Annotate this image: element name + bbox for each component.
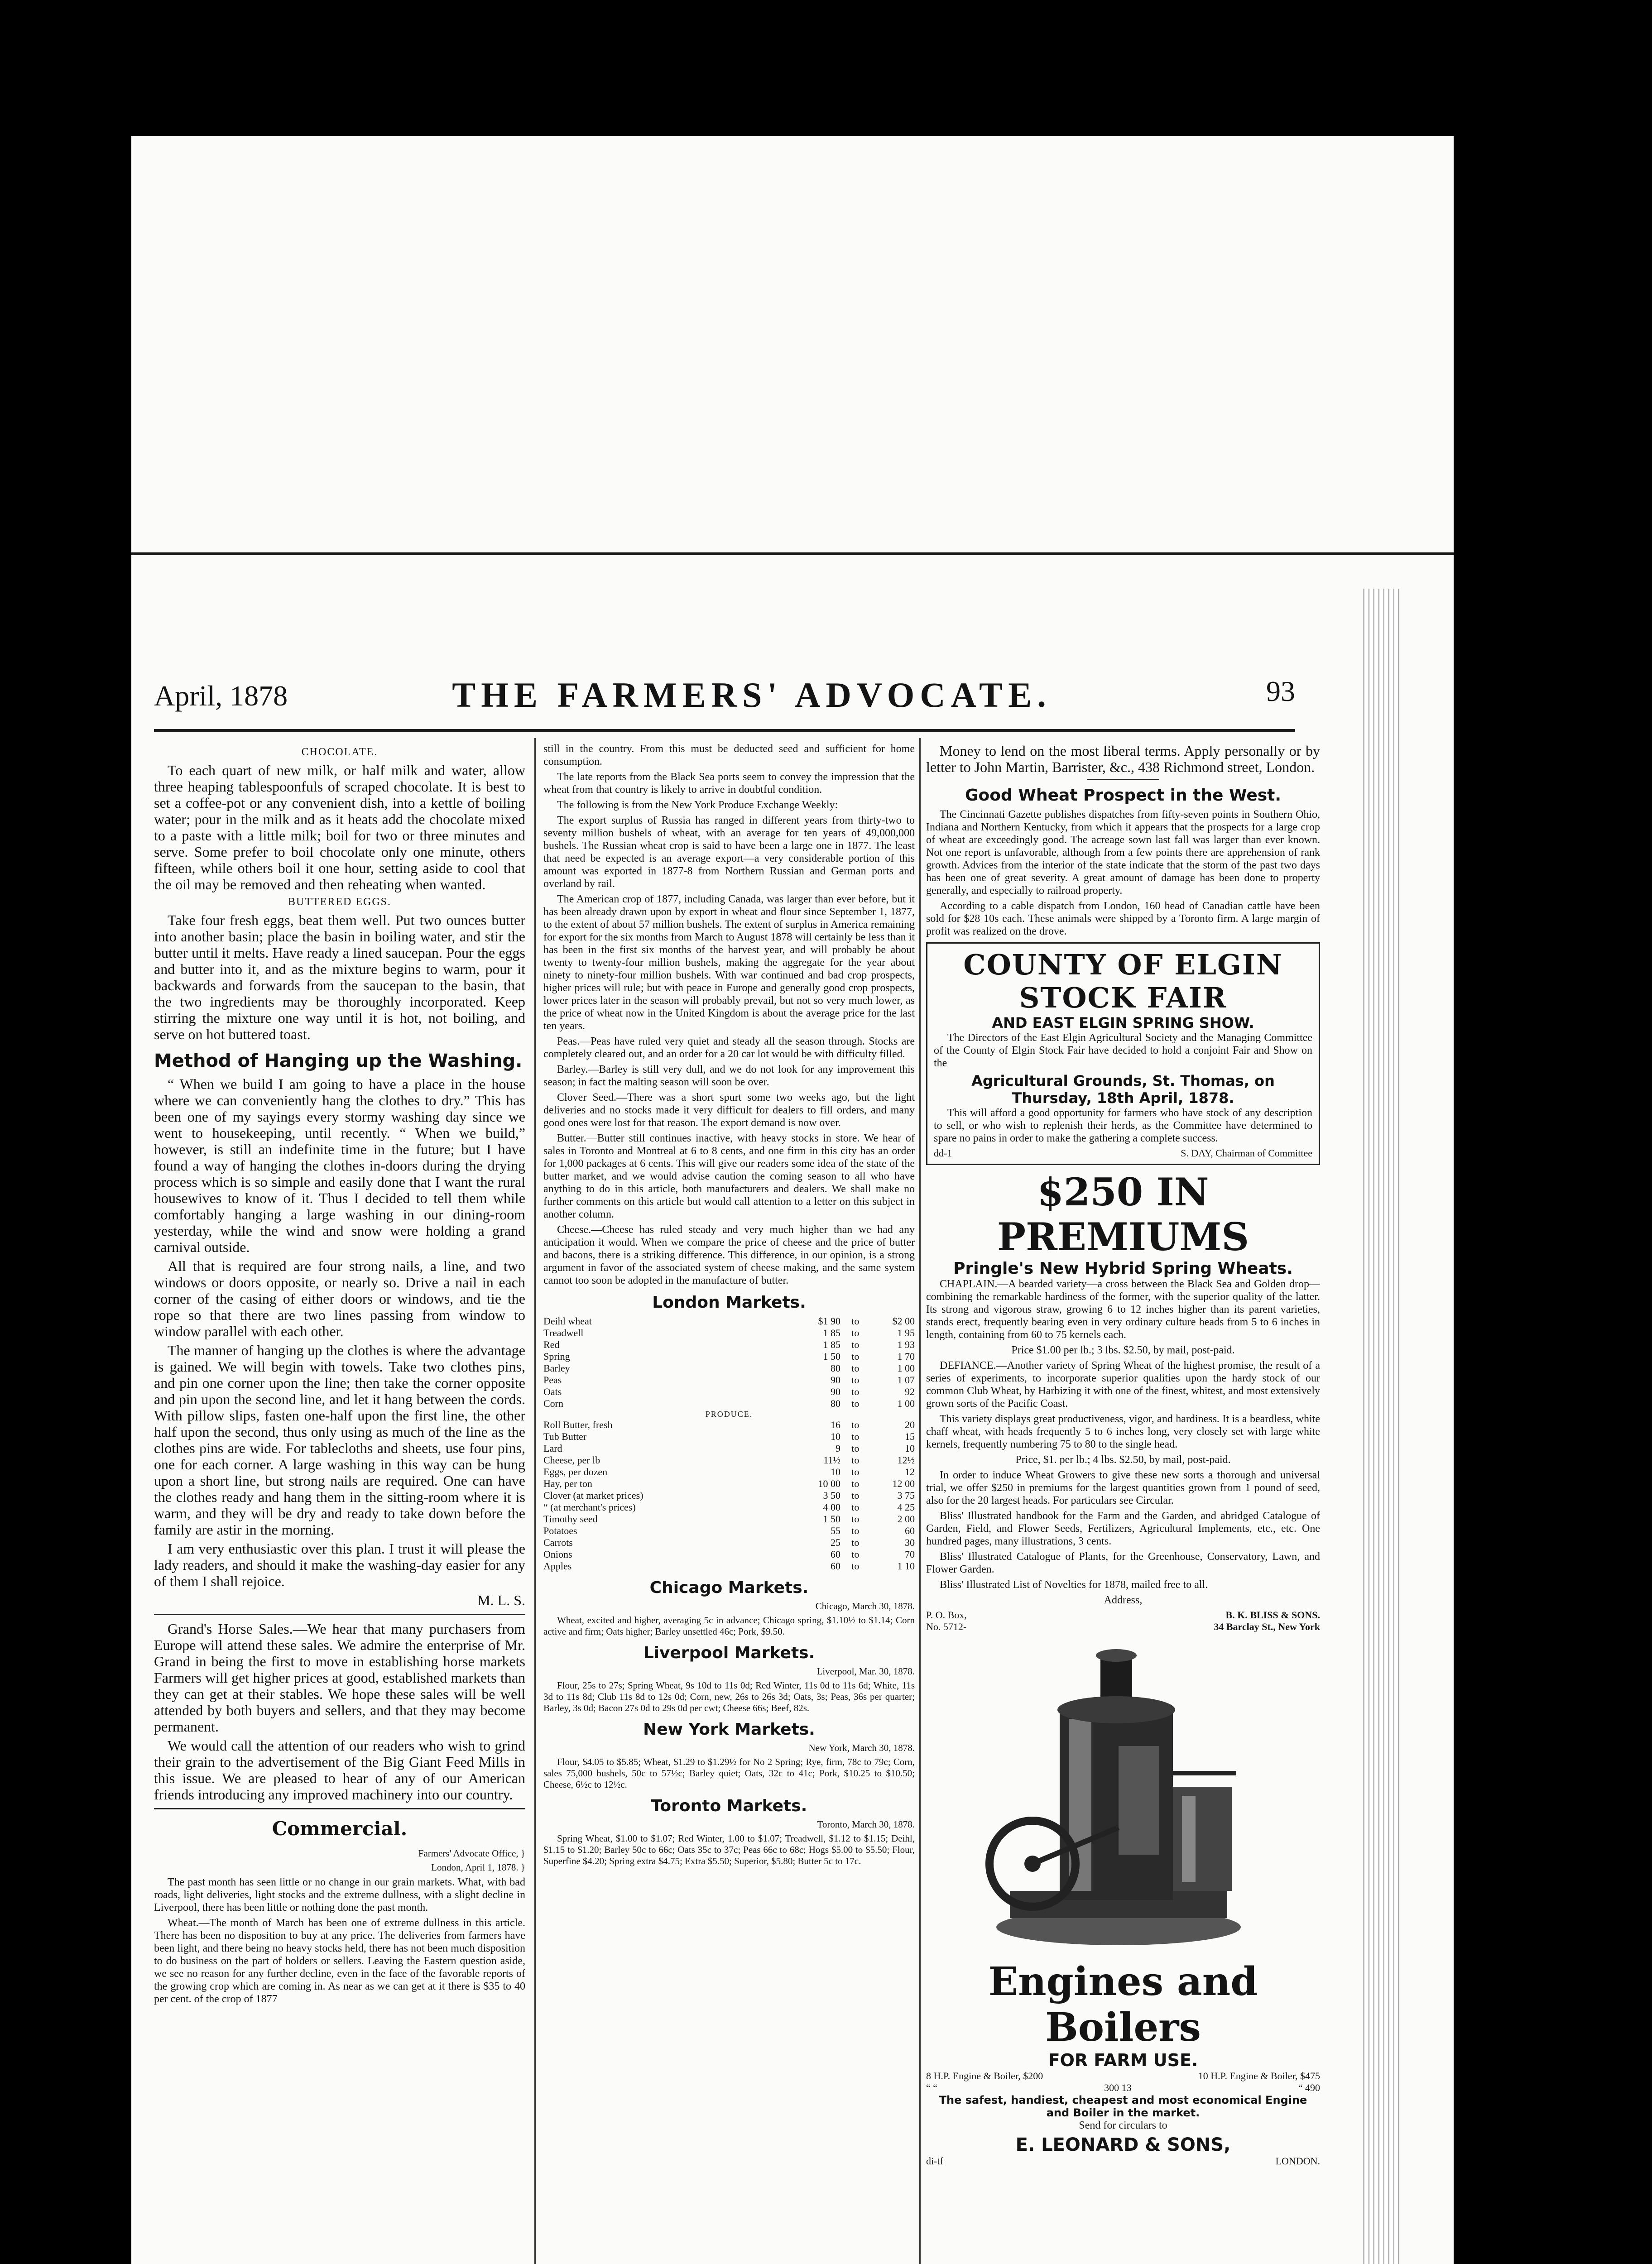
london-grain-row	[543, 1398, 915, 1410]
london-produce-row	[543, 1454, 915, 1466]
elgin-fair-signature: S. DAY, Chairman of Committee	[1181, 1147, 1312, 1159]
london-produce-row	[543, 1537, 915, 1549]
market-paragraph: The following is from the New York Produce Exchange Weekly:	[557, 799, 838, 811]
washing-paragraph: I am very enthusiastic over this plan. I trust it will please the lady readers, and should it make the washing-day easier for any of them I shall rejoice.	[154, 1540, 525, 1589]
column-3	[926, 743, 1320, 2264]
column-rule-2	[919, 738, 921, 2264]
elgin-fair-footer	[934, 1147, 1312, 1159]
price-to: to	[851, 1419, 860, 1430]
price-high: 12½	[897, 1454, 915, 1466]
market-item: Cheese, per lb	[543, 1454, 600, 1466]
steam-boiler-engraving	[983, 1637, 1263, 1954]
premiums-text: Bliss' Illustrated Catalogue of Plants, for the Greenhouse, Conservatory, Lawn, and Flower Garden.	[926, 1551, 1320, 1575]
cattle-sale-text: According to a cable dispatch from London, 160 head of Canadian cattle have been sold for $28 10s each. These animals were shipped by a Toronto firm. A large margin of profit was realized on the drove.	[926, 900, 1320, 937]
market-paragraph: The export surplus of Russia has ranged in different years from thirty-two to seventy million bushels of wheat, with an average for ten years of 49,000,000 bushels. The Russian wheat crop is said to have been a large one in 1877. The least that need be expected is an average export—a very considerable portion of this amount was exported in 1877-8 from Northern Russian and German ports and overland by rail.	[543, 815, 915, 890]
price-high: 3 75	[897, 1490, 915, 1501]
price-to: to	[851, 1351, 860, 1362]
engines-note: The safest, handiest, cheapest and most economical Engine and Boiler in the market.	[939, 2094, 1307, 2119]
market-item: Onions	[543, 1549, 572, 1560]
premiums-firm: B. K. BLISS & SONS.	[1225, 1609, 1320, 1621]
column-rule-1	[534, 738, 536, 2264]
defiance-price: Price, $1. per lb.; 4 lbs. $2.50, by mail, post-paid.	[1015, 1454, 1231, 1466]
market-item: Red	[543, 1339, 560, 1350]
price-to: to	[851, 1478, 860, 1489]
london-produce-row	[543, 1501, 915, 1513]
market-item: Timothy seed	[543, 1513, 598, 1525]
price-low: 16	[831, 1419, 840, 1430]
price-low: 1 85	[823, 1339, 840, 1350]
price-to: to	[851, 1386, 860, 1397]
chicago-text: Wheat, excited and higher, averaging 5c in advance; Chicago spring, $1.10½ to $1.14; Corn active and firm; Oats higher; Barley unsettled 46c; Pork, $9.50.	[543, 1615, 915, 1637]
newyork-markets-heading: New York Markets.	[643, 1720, 815, 1739]
engines-send-text: Send for circulars to	[1079, 2120, 1167, 2131]
chocolate-text: To each quart of new milk, or half milk and water, allow three heaping tablespoonfuls of scraped chocolate. It is best to set a coffee-pot or any convenient dish, into a kettle of boiling water; pour in the milk and as it heats add the chocolate mixed to a paste with a little milk; boil for two or three minutes and serve. Some prefer to boil chocolate only one minute, others fifteen, while others boil it one hour, setting aside to cool that the oil may be removed and then reheating when wanted.	[154, 762, 525, 892]
washing-heading: Method of Hanging up the Washing.	[154, 1050, 523, 1071]
london-grain-row	[543, 1339, 915, 1351]
premiums-title: $250 IN PREMIUMS	[997, 1170, 1249, 1259]
market-item: Oats	[543, 1386, 562, 1397]
premiums-box-number: No. 5712-	[926, 1621, 967, 1632]
market-item: “ (at merchant's prices)	[543, 1501, 636, 1513]
london-grain-row	[543, 1386, 915, 1398]
price-to: to	[851, 1560, 860, 1572]
london-grain-row	[543, 1315, 915, 1327]
engine-price-left: “ “	[926, 2082, 938, 2093]
market-paragraph: The late reports from the Black Sea ports seem to convey the impression that the wheat from that country is likely to arrive in doubtful condition.	[543, 771, 915, 796]
toronto-date: Toronto, March 30, 1878.	[817, 1819, 915, 1830]
elgin-stock-fair-ad	[926, 942, 1320, 1165]
price-low: 25	[831, 1537, 840, 1548]
market-item: Tub Butter	[543, 1431, 587, 1442]
washing-paragraph: All that is required are four strong nails, a line, and two windows or doors opposite, or nearly so. Drive a nail in each corner of the casing of either doors or windows, and tie the rope so that there are two lines passing from window to window parallel with each other.	[154, 1258, 525, 1339]
grand-horse-sales: Grand's Horse Sales.—We hear that many purchasers from Europe will attend these sales. We admire the enterprise of Mr. Grand in being the first to move in establishing horse markets Farmers will get higher prices at good, established markets than they can get at their stables. We hope these sales will be well attended by both buyers and sellers, and that they may become permanent.	[154, 1621, 525, 1735]
price-high: $2 00	[892, 1315, 915, 1327]
elgin-fair-text: This will afford a good opportunity for farmers who have stock of any description to sell, or who wish to replenish their herds, as the Committee have determined to spare no pains in order to make the gathering a complete success.	[934, 1107, 1312, 1144]
eggs-text: Take four fresh eggs, beat them well. Put two ounces butter into another basin; place the basin in boiling water, and stir the butter until it melts. Have ready a lined saucepan. Pour the eggs and butter into it, and as the mixture begins to warm, pour it backwards and forwards from the saucepan to the basin, that the two ingredients may be thoroughly incorporated. Keep stirring the mixture one way until it is hot, not boiling, and serve on hot buttered toast.	[154, 912, 525, 1042]
binding-spine	[1363, 589, 1399, 2264]
commercial-paragraph: Wheat.—The month of March has been one of extreme dullness in this article. There has been no disposition to buy at any price. The deliveries from farmers have been light, and there being no heavy stocks held, there has not been much disposition to do business on the part of holders or sellers. Leaving the Eastern question aside, we see no reason for any further decline, even in the face of the favorable reports of the growing crop which are coming in. As near as we can get at it there is $35 to 40 per cent. of the crop of 1877	[154, 1917, 525, 2005]
scan-border-left	[0, 0, 131, 2264]
london-produce-row	[543, 1431, 915, 1443]
page-number: 93	[1266, 675, 1295, 707]
chicago-markets-heading: Chicago Markets.	[649, 1578, 809, 1597]
premiums-text: In order to induce Wheat Growers to give these new sorts a thorough and universal trial, we offer $250 in premiums for the largest quantities grown from 1 pound of seed, also for the 20 largest heads. For particulars see Circular.	[926, 1469, 1320, 1506]
price-high: 1 93	[897, 1339, 915, 1350]
premiums-address-label: Address,	[1104, 1594, 1143, 1606]
liverpool-markets-heading: Liverpool Markets.	[643, 1644, 815, 1662]
market-item: Spring	[543, 1351, 570, 1362]
issue-date: April, 1878	[154, 680, 288, 712]
column-1	[154, 743, 525, 2264]
london-produce-row	[543, 1560, 915, 1572]
london-grain-row	[543, 1327, 915, 1339]
scan-border-top	[0, 0, 1652, 136]
premiums-address-row	[926, 1609, 1320, 1621]
price-high: 2 00	[897, 1513, 915, 1525]
london-produce-row	[543, 1549, 915, 1560]
produce-subheading: PRODUCE.	[705, 1410, 753, 1419]
header-rule	[154, 729, 1295, 732]
section-rule	[154, 1614, 525, 1615]
london-produce-table	[543, 1419, 915, 1572]
price-high: 10	[905, 1443, 915, 1454]
premiums-text: Bliss' Illustrated handbook for the Farm and the Garden, and abridged Catalogue of Garden, Field, and Flower Seeds, Fertilizers, Agricultural Implements, etc., etc. One hundred pages, many illustrations, 3 cents.	[926, 1510, 1320, 1547]
market-item: Potatoes	[543, 1525, 577, 1536]
engines-code: di-tf	[926, 2155, 943, 2167]
price-low: 1 50	[823, 1513, 840, 1525]
premiums-ad	[926, 1170, 1320, 1633]
eggs-heading: BUTTERED EGGS.	[288, 896, 391, 908]
market-item: Peas	[543, 1374, 562, 1386]
elgin-fair-location: Agricultural Grounds, St. Thomas, on Thursday, 18th April, 1878.	[971, 1072, 1275, 1107]
london-markets-heading: London Markets.	[652, 1293, 806, 1312]
page-fold-line	[131, 552, 1454, 555]
defiance-wheat-text: This variety displays great productiveness, vigor, and hardiness. It is a beardless, white chaff wheat, with heads frequently 5 to 6 inches long, very closely set with large white kernels, frequently numbering 75 to 80 to the single head.	[926, 1413, 1320, 1450]
price-low: 90	[831, 1374, 840, 1386]
price-to: to	[851, 1443, 860, 1454]
market-paragraph: Clover Seed.—There was a short spurt some two weeks ago, but the light deliveries and no stocks made it very difficult for dealers to fill orders, and many good ones were lost for that reason. The export demand is now over.	[543, 1092, 915, 1129]
market-item: Clover (at market prices)	[543, 1490, 644, 1501]
market-paragraph: still in the country. From this must be deducted seed and sufficient for home consumption.	[543, 743, 915, 767]
price-high: 1 07	[897, 1374, 915, 1386]
washing-paragraph: The manner of hanging up the clothes is where the advantage is gained. We will begin with towels. Take two clothes pins, and pin one corner upon the line; then take the corner opposite and pin upon the second line, and let it hang between the cords. With pillow slips, fasten one-half upon the first line, the other half upon the second, thus only using as much of the line as the clothes pins are wide. For tablecloths and sheets, use four pins, one for each corner. A large washing in this way can be hung upon a short line, but strong nails are required. One can have the clothes ready and hang them in the sitting-room where it is warm, and they will be dry and ready to take down before the family are astir in the morning.	[154, 1342, 525, 1538]
price-high: 92	[905, 1386, 915, 1397]
masthead-title: THE FARMERS' ADVOCATE.	[452, 675, 1052, 715]
london-grain-row	[543, 1374, 915, 1386]
market-paragraph: Barley.—Barley is still very dull, and we do not look for any improvement this season; in fact the malting season will soon be over.	[543, 1064, 915, 1088]
market-paragraph: Peas.—Peas have ruled very quiet and steady all the season through. Stocks are completely cleared out, and an order for a 20 car lot would be with difficulty filled.	[543, 1036, 915, 1060]
market-paragraph: Cheese.—Cheese has ruled steady and very much higher than we had any anticipation it would. When we compare the price of cheese and the price of butter and bacons, there is a striking difference. This difference, in our opinion, is a strong argument in favor of the associated system of cheese making, and the same system cannot too soon be adopted in the manufacture of butter.	[543, 1224, 915, 1286]
price-to: to	[851, 1362, 860, 1374]
premiums-address-row	[926, 1621, 1320, 1633]
price-high: 1 10	[897, 1560, 915, 1572]
market-item: Hay, per ton	[543, 1478, 592, 1489]
elgin-fair-subtitle: AND EAST ELGIN SPRING SHOW.	[992, 1014, 1254, 1031]
market-item: Corn	[543, 1398, 563, 1409]
chocolate-heading: CHOCOLATE.	[301, 746, 378, 758]
price-low: 10	[831, 1466, 840, 1477]
toronto-text: Spring Wheat, $1.00 to $1.07; Red Winter, 1.00 to $1.07; Treadwell, $1.12 to $1.15; Deihl, $1.15 to $1.20; Barley 50c to 66c; Oats 35c to 37c; Peas 66c to 68c; Hogs $5.00 to $5.50; Flour, Superfine $4.20; Spring extra $4.75; Extra $5.50; Superior, $5.80; Butter 5c to 17c.	[543, 1833, 915, 1866]
london-produce-row	[543, 1513, 915, 1525]
premiums-text: Bliss' Illustrated List of Novelties for 1878, mailed free to all.	[940, 1579, 1208, 1591]
price-to: to	[851, 1454, 860, 1466]
price-high: 1 00	[897, 1398, 915, 1409]
section-rule	[154, 1808, 525, 1809]
scan-border-right	[1454, 0, 1652, 2264]
london-produce-row	[543, 1490, 915, 1501]
commercial-office: Farmers' Advocate Office, }	[418, 1848, 525, 1859]
price-low: 9	[836, 1443, 840, 1454]
price-low: 3 50	[823, 1490, 840, 1501]
price-low: 60	[831, 1560, 840, 1572]
engine-price-row	[926, 2082, 1320, 2094]
liverpool-date: Liverpool, Mar. 30, 1878.	[816, 1666, 915, 1677]
price-high: 20	[905, 1419, 915, 1430]
wheat-prospect-text: The Cincinnati Gazette publishes dispatches from fifty-seven points in Southern Ohio, Indiana and Northern Kentucky, from which it appears that the prospects for a large crop of wheat are exceedingly good. The acreage sown last fall was larger than ever known. Not one report is unfavorable, although from a few points there are apprehension of rank growth. Advices from the interior of the state indicate that the storm of the past two days has been one of great severity. A great amount of damage has been done to property generally, and especially to railroad property.	[926, 809, 1320, 897]
price-low: $1 90	[818, 1315, 840, 1327]
price-low: 10	[831, 1431, 840, 1442]
engines-footer	[926, 2155, 1320, 2167]
washing-signature: M. L. S.	[477, 1592, 525, 1608]
price-to: to	[851, 1466, 860, 1477]
feed-mills-notice: We would call the attention of our readers who wish to grind their grain to the advertisement of the Big Giant Feed Mills in this issue. We are pleased to hear of any of our American friends introducing any improved machinery into our country.	[154, 1737, 525, 1803]
commercial-date: London, April 1, 1878. }	[431, 1862, 525, 1873]
price-low: 80	[831, 1398, 840, 1409]
market-paragraph: The American crop of 1877, including Canada, was larger than ever before, but it has been already drawn upon by export in wheat and flour since September 1, 1877, to the extent of about 57 million bushels. The extent of surplus in America remaining for export for the six months from March to August 1878 will certainly be less than it has been in the first six months of the harvest year, and will probably be about twenty to twenty-four million bushels, making the aggregate for the year about ninety to ninety-four million bushels. With war continued and bad crop prospects, higher prices will rule; but with peace in Europe and generally good crop prospects, lower prices later in the season will probably prevail, but not so very much lower, as the price of wheat now in the United Kingdom is about the average price for the last ten years.	[543, 893, 915, 1032]
engines-title: Engines and Boilers	[988, 1959, 1258, 2050]
engines-subtitle: FOR FARM USE.	[1048, 2050, 1198, 2070]
price-high: 1 00	[897, 1362, 915, 1374]
price-high: 60	[905, 1525, 915, 1536]
engines-city: LONDON.	[1275, 2155, 1320, 2167]
price-to: to	[851, 1374, 860, 1386]
defiance-wheat-text: DEFIANCE.—Another variety of Spring Wheat of the highest promise, the result of a series of experiments, to incorporate superior qualities upon the hardy stock of our common Club Wheat, by Harbizing it with one of the finest, whitest, and most extensively grown sorts of the Pacific Coast.	[926, 1360, 1320, 1410]
price-to: to	[851, 1537, 860, 1548]
price-to: to	[851, 1501, 860, 1513]
wheat-prospect-heading: Good Wheat Prospect in the West.	[965, 786, 1282, 805]
price-low: 1 85	[823, 1327, 840, 1338]
engine-price-middle: 300 13	[1104, 2082, 1132, 2093]
engine-price-left: 8 H.P. Engine & Boiler, $200	[926, 2070, 1043, 2082]
price-to: to	[851, 1315, 860, 1327]
market-item: Eggs, per dozen	[543, 1466, 608, 1477]
elgin-fair-text: The Directors of the East Elgin Agricultural Society and the Managing Committee of the County of Elgin Stock Fair have decided to hold a conjoint Fair and Show on the	[934, 1032, 1312, 1069]
engine-price-right: 10 H.P. Engine & Boiler, $475	[1198, 2070, 1320, 2082]
market-paragraph: Butter.—Butter still continues inactive, with heavy stocks in store. We hear of sales in Toronto and Montreal at 6 to 8 cents, and one firm in this city has an order for 1,000 packages at 6 cents. This will give our readers some idea of the state of the butter market, and we would advise caution the coming season to all who have anything to do in this article, both manufacturers and dealers. We shall make no further comments on this article but would call attention to a letter on this subject in another column.	[543, 1132, 915, 1220]
premiums-street: 34 Barclay St., New York	[1214, 1621, 1320, 1632]
market-item: Roll Butter, fresh	[543, 1419, 613, 1430]
london-grain-table	[543, 1315, 915, 1410]
price-low: 55	[831, 1525, 840, 1536]
market-item: Carrots	[543, 1537, 573, 1548]
premiums-subtitle: Pringle's New Hybrid Spring Wheats.	[953, 1259, 1293, 1278]
price-high: 1 95	[897, 1327, 915, 1338]
money-to-lend-ad: Money to lend on the most liberal terms. Apply personally or by letter to John Martin, Barrister, &c., 438 Richmond street, London.	[926, 743, 1320, 775]
price-low: 1 50	[823, 1351, 840, 1362]
price-high: 4 25	[897, 1501, 915, 1513]
price-high: 15	[905, 1431, 915, 1442]
london-produce-row	[543, 1525, 915, 1537]
price-high: 12 00	[892, 1478, 915, 1489]
premiums-pobox: P. O. Box,	[926, 1609, 967, 1621]
price-high: 70	[905, 1549, 915, 1560]
chaplain-price: Price $1.00 per lb.; 3 lbs. $2.50, by mail, post-paid.	[1011, 1344, 1235, 1356]
price-to: to	[851, 1431, 860, 1442]
price-low: 80	[831, 1362, 840, 1374]
market-item: Apples	[543, 1560, 572, 1572]
price-low: 11½	[823, 1454, 840, 1466]
price-to: to	[851, 1327, 860, 1338]
engines-firm: E. LEONARD & SONS,	[1015, 2134, 1231, 2155]
toronto-markets-heading: Toronto Markets.	[651, 1797, 807, 1815]
price-to: to	[851, 1398, 860, 1409]
price-to: to	[851, 1490, 860, 1501]
market-item: Treadwell	[543, 1327, 584, 1338]
elgin-fair-title: COUNTY OF ELGIN STOCK FAIR	[963, 948, 1283, 1014]
london-produce-row	[543, 1478, 915, 1490]
price-to: to	[851, 1525, 860, 1536]
page-header	[154, 670, 1340, 724]
column-2	[543, 743, 915, 2264]
price-low: 4 00	[823, 1501, 840, 1513]
chicago-date: Chicago, March 30, 1878.	[815, 1601, 915, 1612]
price-low: 10 00	[818, 1478, 840, 1489]
price-low: 60	[831, 1549, 840, 1560]
short-rule	[1087, 779, 1159, 780]
newyork-text: Flour, $4.05 to $5.85; Wheat, $1.29 to $1.29½ for No 2 Spring; Rye, firm, 78c to 79c; Corn, sales 75,000 bushels, 50c to 57½c; Barley quiet; Oats, 32c to 41c; Pork, $10.25 to $10.50; Cheese, 6½c to 12½c.	[543, 1756, 915, 1790]
price-high: 12	[905, 1466, 915, 1477]
commercial-heading: Commercial.	[272, 1818, 408, 1840]
price-to: to	[851, 1549, 860, 1560]
market-item: Lard	[543, 1443, 562, 1454]
london-grain-row	[543, 1362, 915, 1374]
market-item: Barley	[543, 1362, 570, 1374]
london-produce-row	[543, 1419, 915, 1431]
price-low: 90	[831, 1386, 840, 1397]
london-produce-row	[543, 1443, 915, 1454]
engine-price-right: “ 490	[1298, 2082, 1320, 2093]
price-to: to	[851, 1513, 860, 1525]
commercial-paragraph: The past month has seen little or no change in our grain markets. What, with bad roads, light deliveries, light stocks and the extreme dullness, with a slight decline in Liverpool, there has been little or nothing done the past month.	[154, 1876, 525, 1914]
price-high: 1 70	[897, 1351, 915, 1362]
elgin-fair-code: dd-1	[934, 1147, 952, 1159]
newyork-date: New York, March 30, 1878.	[808, 1742, 915, 1753]
price-high: 30	[905, 1537, 915, 1548]
chaplain-wheat-text: CHAPLAIN.—A bearded variety—a cross between the Black Sea and Golden drop—combining the remarkable hardiness of the former, with the superior quality of the latter. Its strong and vigorous straw, growing 6 to 12 inches higher than its parent varieties, stands erect, frequently bearing even in very ordinary culture heads from 5 to 6 inches in length, containing from 60 to 75 kernels each.	[926, 1278, 1320, 1341]
engine-price-row	[926, 2070, 1320, 2082]
london-grain-row	[543, 1351, 915, 1362]
london-produce-row	[543, 1466, 915, 1478]
price-to: to	[851, 1339, 860, 1350]
washing-paragraph: “ When we build I am going to have a place in the house where we can conveniently hang the clothes to dry.” This has been one of my sayings every stormy washing day since we went to housekeeping, until recently. “ When we build,” however, is still an indefinite time in the future; but I have found a way of hanging the clothes in-doors during the drying process which is so simple and easily done that I want the rural housewives to know of it. Thus I decided to tell them while comfortably hanging a large washing in our dining-room yesterday, while the wind and snow were holding a grand carnival outside.	[154, 1076, 525, 1255]
liverpool-text: Flour, 25s to 27s; Spring Wheat, 9s 10d to 11s 0d; Red Winter, 11s 0d to 11s 6d; White, 11s 3d to 11s 8d; Club 11s 8d to 12s 0d; Corn, new, 26s to 26s 3d; Oats, 3s; Peas, 36s per quarter; Barley, 3s 0d; Bacon 27s 0d to 29s 0d per cwt; Cheese 66s; Beef, 82s.	[543, 1680, 915, 1713]
market-item: Deihl wheat	[543, 1315, 592, 1327]
